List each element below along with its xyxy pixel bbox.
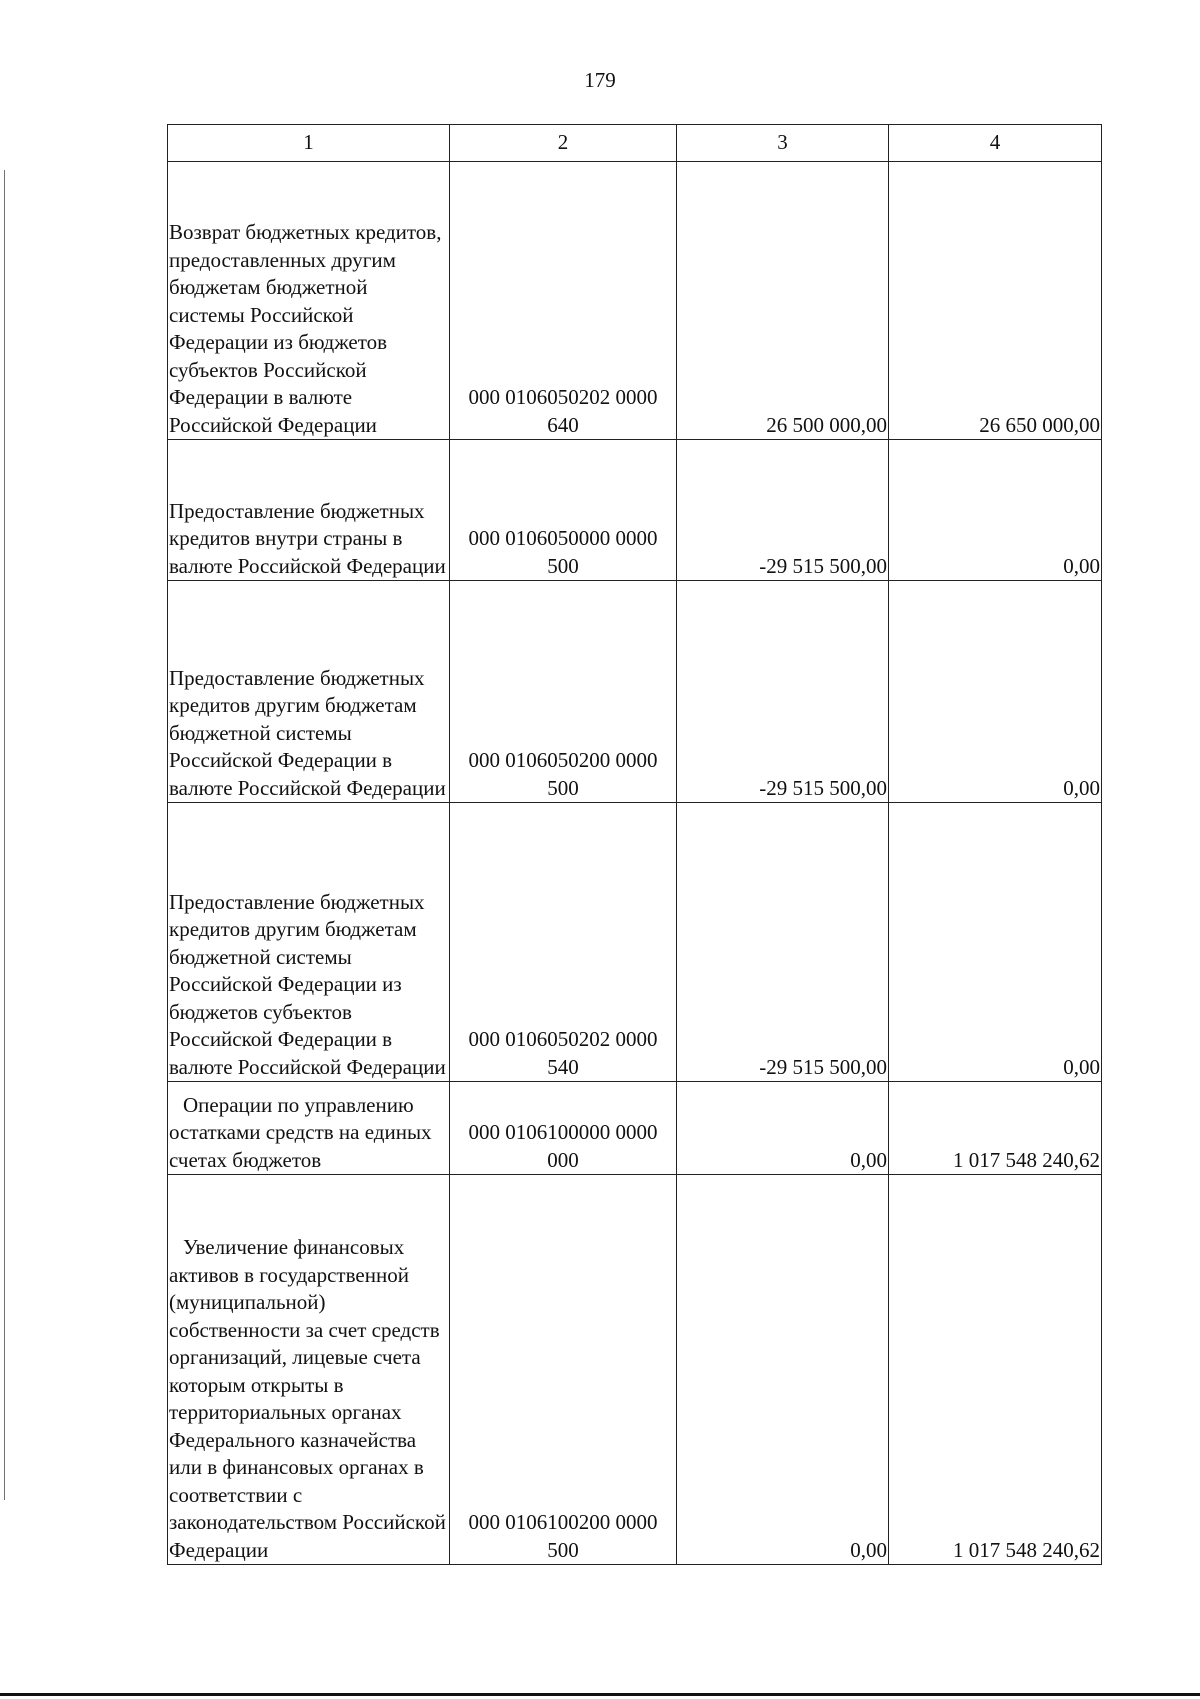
table-row <box>168 581 1102 803</box>
table-header <box>168 125 1102 162</box>
row-code: 000 0106100000 0000 000 <box>450 1082 677 1175</box>
scan-edge-line-bottom <box>0 1693 1200 1696</box>
column-header-1: 1 <box>168 125 450 162</box>
row-name: Увеличение финансовых активов в государственной (муниципальной) собственности за счет средств организаций, лицевые счета которым открыты в территориальных органах Федерального казначейства или в финансовых органах в соответствии с законодательством Российской Федерации <box>168 1175 450 1565</box>
scan-edge-line-left <box>4 170 5 1500</box>
row-value-col4: 0,00 <box>889 581 1102 803</box>
page-number: 179 <box>584 68 616 92</box>
row-code: 000 0106050200 0000 500 <box>450 581 677 803</box>
row-name: Операции по управлению остатками средств на единых счетах бюджетов <box>168 1082 450 1175</box>
row-code: 000 0106050202 0000 540 <box>450 803 677 1082</box>
row-value-col3: -29 515 500,00 <box>677 803 889 1082</box>
row-value-col4: 0,00 <box>889 440 1102 581</box>
row-value-col4: 0,00 <box>889 803 1102 1082</box>
table-row <box>168 1082 1102 1175</box>
column-header-2: 2 <box>450 125 677 162</box>
row-name: Возврат бюджетных кредитов, предоставленных другим бюджетам бюджетной системы Российской Федерации из бюджетов субъектов Российской Федерации в валюте Российской Федерации <box>168 162 450 440</box>
row-value-col3: -29 515 500,00 <box>677 581 889 803</box>
table-row <box>168 1175 1102 1565</box>
table-row <box>168 162 1102 440</box>
header-row <box>168 125 1102 162</box>
row-value-col4: 1 017 548 240,62 <box>889 1175 1102 1565</box>
table-body <box>168 162 1102 1565</box>
table-row <box>168 440 1102 581</box>
column-header-3: 3 <box>677 125 889 162</box>
row-value-col3: -29 515 500,00 <box>677 440 889 581</box>
row-name: Предоставление бюджетных кредитов другим бюджетам бюджетной системы Российской Федерации в валюте Российской Федерации <box>168 581 450 803</box>
row-name: Предоставление бюджетных кредитов внутри страны в валюте Российской Федерации <box>168 440 450 581</box>
table-row <box>168 803 1102 1082</box>
row-code: 000 0106100200 0000 500 <box>450 1175 677 1565</box>
row-value-col3: 0,00 <box>677 1175 889 1565</box>
row-value-col3: 0,00 <box>677 1082 889 1175</box>
row-value-col3: 26 500 000,00 <box>677 162 889 440</box>
row-value-col4: 1 017 548 240,62 <box>889 1082 1102 1175</box>
column-header-4: 4 <box>889 125 1102 162</box>
row-code: 000 0106050000 0000 500 <box>450 440 677 581</box>
row-code: 000 0106050202 0000 640 <box>450 162 677 440</box>
row-value-col4: 26 650 000,00 <box>889 162 1102 440</box>
budget-table <box>167 124 1102 1565</box>
row-name: Предоставление бюджетных кредитов другим бюджетам бюджетной системы Российской Федерации из бюджетов субъектов Российской Федерации в валюте Российской Федерации <box>168 803 450 1082</box>
